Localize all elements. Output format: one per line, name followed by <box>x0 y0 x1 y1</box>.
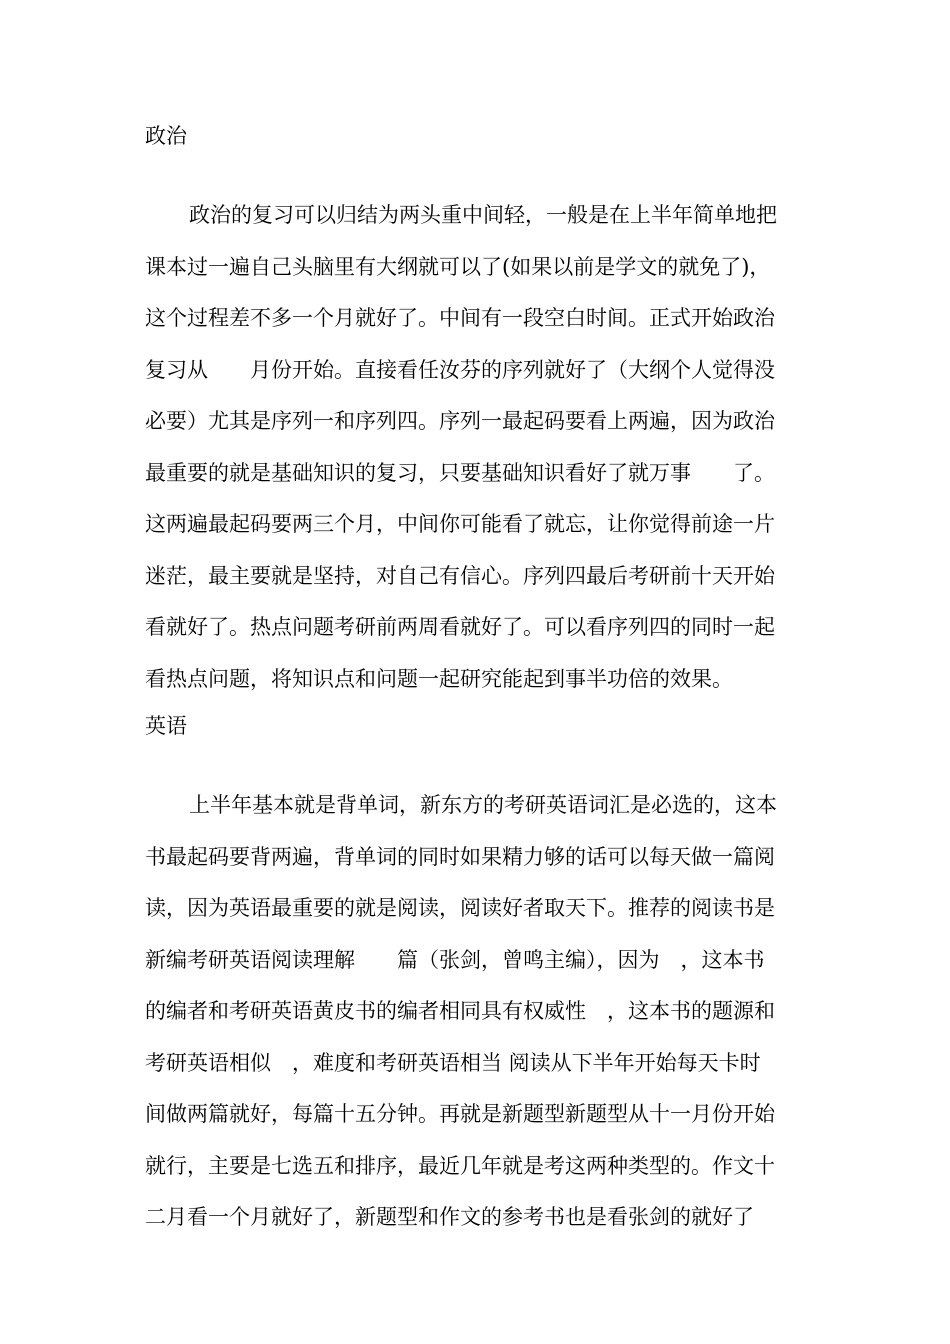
section-heading-english: 英语 <box>145 714 187 738</box>
text-line: 的编者和考研英语黄皮书的编者相同具有权威性 ，这本书的题源和 <box>145 999 775 1023</box>
text-line: 看就好了。热点问题考研前两周看就好了。可以看序列四的同时一起 <box>145 615 775 639</box>
text-line: 最重要的就是基础知识的复习，只要基础知识看好了就万事 了。 <box>145 460 775 485</box>
text-line: 读，因为英语最重要的就是阅读，阅读好者取天下。推荐的阅读书是 <box>145 896 775 920</box>
text-line: 上半年基本就是背单词，新东方的考研英语词汇是必选的，这本 <box>189 793 777 817</box>
text-line: 政治的复习可以归结为两头重中间轻，一般是在上半年简单地把 <box>189 203 777 227</box>
text-line: 课本过一遍自己头脑里有大纲就可以了(如果以前是学文的就免了)， <box>145 254 771 279</box>
text-line: 必要）尤其是序列一和序列四。序列一最起码要看上两遍，因为政治 <box>145 409 775 433</box>
section-heading-politics: 政治 <box>145 124 187 148</box>
text-line: 这两遍最起码要两三个月，中间你可能看了就忘，让你觉得前途一片 <box>145 512 775 536</box>
paragraph-english <box>145 780 810 1244</box>
text-line: 考研英语相似 ，难度和考研英语相当 阅读从下半年开始每天卡时 <box>145 1050 761 1075</box>
text-line: 书最起码要背两遍，背单词的同时如果精力够的话可以每天做一篇阅 <box>145 844 775 869</box>
text-line: 二月看一个月就好了，新题型和作文的参考书也是看张剑的就好了 <box>145 1205 754 1229</box>
text-line: 看热点问题，将知识点和问题一起研究能起到事半功倍的效果。 <box>145 666 733 691</box>
text-line: 复习从 月份开始。直接看任汝芬的序列就好了（大纲个人觉得没 <box>145 357 775 382</box>
text-line: 就行，主要是七选五和排序，最近几年就是考这两种类型的。作文十 <box>145 1153 775 1178</box>
text-line: 迷茫，最主要就是坚持，对自己有信心。序列四最后考研前十天开始 <box>145 563 775 588</box>
text-line: 间做两篇就好，每篇十五分钟。再就是新题型新题型从十一月份开始 <box>145 1102 775 1126</box>
text-line: 这个过程差不多一个月就好了。中间有一段空白时间。正式开始政治 <box>145 306 775 330</box>
paragraph-politics <box>145 190 810 705</box>
text-line: 新编考研英语阅读理解 篇（张剑，曾鸣主编），因为 ，这本书 <box>145 947 765 972</box>
